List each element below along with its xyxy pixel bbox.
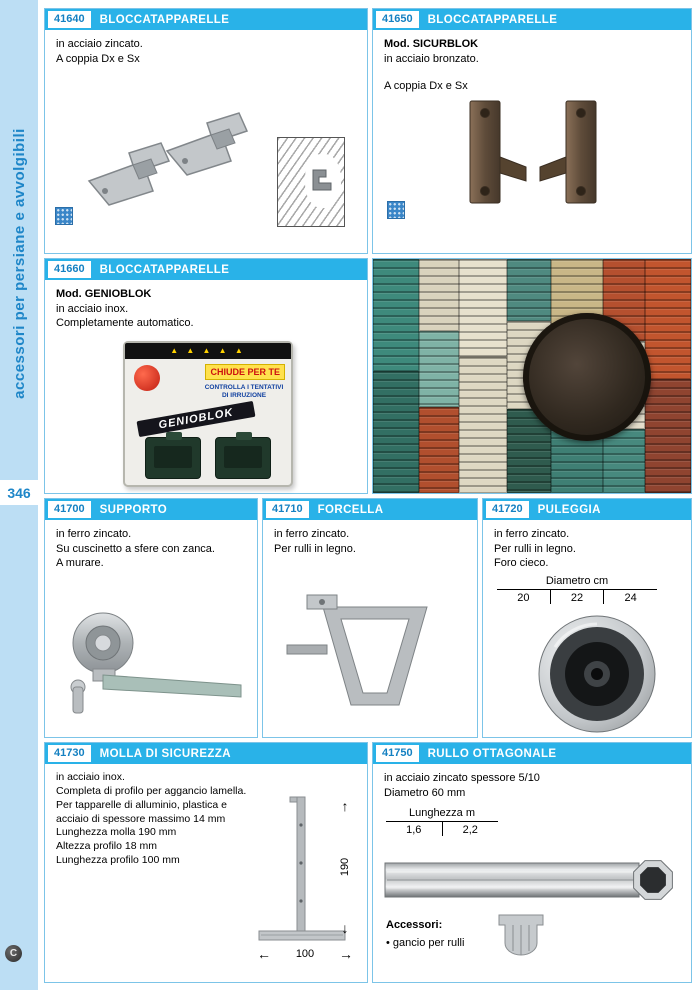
photo-tile <box>373 371 419 493</box>
product-description <box>45 280 367 331</box>
mounting-diagram <box>277 137 345 227</box>
support-illustration <box>49 599 249 729</box>
page-number: 346 <box>0 480 38 505</box>
product-41720 <box>482 498 692 738</box>
package-brand: GENIOBLOK <box>137 401 256 437</box>
table-value: 22 <box>550 590 604 604</box>
catalog-chip-icon <box>55 207 73 225</box>
table-value: 2,2 <box>442 822 499 836</box>
product-title: MOLLA DI SICUREZZA <box>99 747 231 760</box>
arrow-right-icon: → <box>338 946 353 962</box>
spacer <box>384 66 683 79</box>
product-41640 <box>44 8 368 254</box>
product-line: Completa di profilo per aggancio lamella. <box>56 784 247 797</box>
table-header: Lunghezza m <box>386 807 498 822</box>
product-line: Per tapparelle di alluminio, plastica e <box>56 798 228 811</box>
product-header <box>483 499 691 520</box>
photo-tile <box>419 331 459 407</box>
photo-tile <box>419 407 459 493</box>
octagonal-tube-illustration <box>381 851 681 909</box>
package-subclaim: CONTROLLA I TENTATIVI DI IRRUZIONE <box>204 384 284 400</box>
product-model: Mod. GENIOBLOK <box>56 288 152 300</box>
product-header <box>263 499 477 520</box>
product-model: Mod. SICURBLOK <box>384 38 479 50</box>
height-value: 190 <box>338 857 351 877</box>
table-value: 1,6 <box>406 824 422 836</box>
product-line: in acciaio zincato. <box>56 38 143 50</box>
accessory-item: • gancio per rulli <box>386 937 465 949</box>
product-line: Per rulli in legno. <box>274 542 356 555</box>
arrow-up-icon: ↑ <box>341 798 349 814</box>
product-line: in acciaio inox. <box>56 302 129 315</box>
product-line: Foro cieco. <box>494 557 549 570</box>
product-line: Su cuscinetto a sfere con zanca. <box>56 542 215 555</box>
accessories-label: Accessori: <box>386 919 443 931</box>
product-line: in ferro zincato. <box>494 528 570 540</box>
product-41660 <box>44 258 368 494</box>
photo-tile <box>507 259 551 321</box>
photo-tile <box>603 429 645 493</box>
product-title: FORCELLA <box>317 503 384 516</box>
shutters-photo <box>372 258 692 494</box>
table-value: 24 <box>603 590 657 604</box>
latch-icon <box>310 168 334 194</box>
roller-hook-illustration <box>491 909 551 971</box>
product-header <box>373 9 691 30</box>
product-header <box>45 259 367 280</box>
product-header <box>45 743 367 764</box>
product-line: A murare. <box>56 557 104 570</box>
fork-illustration <box>281 579 456 729</box>
photo-tile <box>373 259 419 371</box>
round-object-in-photo <box>523 313 651 441</box>
width-dimension <box>257 947 353 961</box>
product-line: in acciaio bronzato. <box>384 52 479 65</box>
publisher-logo-icon: C <box>5 945 22 962</box>
product-41730 <box>44 742 368 983</box>
width-value: 100 <box>295 948 315 960</box>
arrow-left-icon: ← <box>257 946 271 962</box>
height-dimension <box>335 799 355 935</box>
product-description <box>373 764 691 800</box>
product-line: A coppia Dx e Sx <box>384 80 468 93</box>
package-warning-band: ▲ ▲ ▲ ▲ ▲ <box>125 343 291 359</box>
product-title: BLOCCATAPPARELLE <box>99 13 230 26</box>
photo-tile <box>645 379 691 493</box>
genioblok-device <box>215 437 271 479</box>
product-line: in ferro zincato. <box>274 528 350 540</box>
package-devices <box>125 437 291 479</box>
product-code: 41730 <box>48 745 91 762</box>
product-code: 41710 <box>266 501 309 518</box>
product-title: PULEGGIA <box>537 503 601 516</box>
diameter-table <box>497 575 657 604</box>
photo-tile <box>419 259 459 331</box>
table-values <box>386 822 498 836</box>
product-description <box>483 520 691 571</box>
catalog-chip-icon <box>387 201 405 219</box>
product-code: 41750 <box>376 745 419 762</box>
product-line: Diametro 60 mm <box>384 786 466 799</box>
product-code: 41640 <box>48 11 91 28</box>
product-line: Lunghezza molla 190 mm <box>56 826 177 839</box>
product-line: Completamente automatico. <box>56 317 194 330</box>
product-line: Lunghezza profilo 100 mm <box>56 854 180 867</box>
product-line: Altezza profilo 18 mm <box>56 840 157 853</box>
product-41750 <box>372 742 692 983</box>
product-description <box>45 520 257 571</box>
pulley-illustration <box>495 611 681 737</box>
product-description <box>45 30 367 66</box>
product-description <box>373 30 691 94</box>
genioblok-device <box>145 437 201 479</box>
product-line: Per rulli in legno. <box>494 542 576 555</box>
product-line: in acciaio inox. <box>56 771 125 783</box>
product-title: BLOCCATAPPARELLE <box>99 263 230 276</box>
length-table <box>386 807 498 836</box>
product-header <box>45 9 367 30</box>
sidebar-label-text: accessori per persiane e avvolgibili <box>10 127 28 399</box>
product-line: in acciaio zincato spessore 5/10 <box>384 772 540 784</box>
table-values <box>497 590 657 604</box>
table-value: 20 <box>517 592 530 604</box>
product-41710 <box>262 498 478 738</box>
product-line: acciaio di spessore massimo 14 mm <box>56 812 226 825</box>
bronze-brackets-illustration <box>428 95 638 220</box>
product-41650 <box>372 8 692 254</box>
arrow-down-icon: ↓ <box>341 920 349 936</box>
product-title: BLOCCATAPPARELLE <box>427 13 558 26</box>
product-code: 41700 <box>48 501 91 518</box>
genioblok-package <box>123 341 293 487</box>
package-mascot-icon <box>134 365 160 391</box>
sidebar <box>0 0 38 990</box>
package-claim: CHIUDE PER TE <box>205 364 285 380</box>
product-line: in ferro zincato. <box>56 528 132 540</box>
product-title: RULLO OTTAGONALE <box>427 747 557 760</box>
product-line: A coppia Dx e Sx <box>56 52 140 65</box>
product-41700 <box>44 498 258 738</box>
table-header: Diametro cm <box>497 575 657 590</box>
product-code: 41650 <box>376 11 419 28</box>
photo-tile <box>459 259 507 357</box>
photo-tile <box>459 357 507 493</box>
product-code: 41660 <box>48 261 91 278</box>
photo-tile <box>645 259 691 379</box>
product-header <box>373 743 691 764</box>
product-description <box>263 520 477 556</box>
product-title: SUPPORTO <box>99 503 168 516</box>
zinc-brackets-illustration <box>75 95 265 227</box>
product-header <box>45 499 257 520</box>
sidebar-vertical-label <box>0 48 38 478</box>
product-code: 41720 <box>486 501 529 518</box>
